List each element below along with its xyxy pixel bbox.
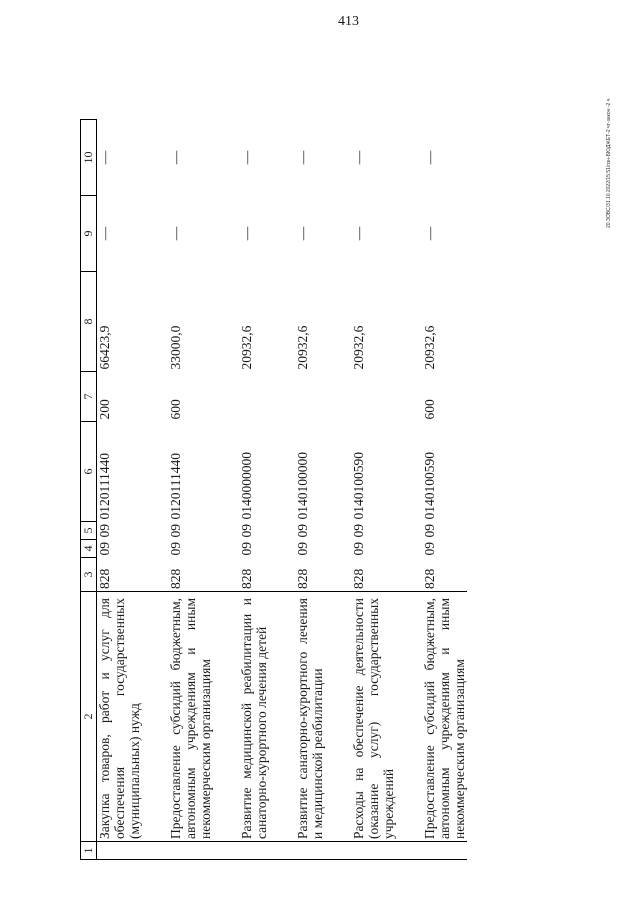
ministry-code: 828 — [351, 568, 366, 589]
col-header-5: 5 — [81, 522, 97, 540]
subsection-code: 09 — [422, 524, 437, 538]
target-article-code: 0140100590 — [351, 452, 366, 520]
row-description: Закупка товаров, работ и услуг для обеспечения государственных (муниципальных) нужд — [97, 592, 143, 842]
amount-col-10: — — [295, 150, 310, 165]
table-row — [295, 120, 325, 860]
column-numbers-row — [81, 120, 97, 860]
page-number: 413 — [338, 14, 359, 29]
section-code: 09 — [97, 542, 112, 556]
table-row — [422, 120, 467, 860]
amount-col-9: — — [97, 226, 112, 241]
section-code: 09 — [239, 542, 254, 556]
budget-table-rotated — [80, 60, 560, 860]
row-code-cell — [351, 842, 396, 860]
table-row — [239, 120, 269, 860]
section-code: 09 — [351, 542, 366, 556]
amount: 20932,6 — [422, 325, 437, 370]
table-row — [351, 120, 396, 860]
section-code: 09 — [422, 542, 437, 556]
subsection-code: 09 — [351, 524, 366, 538]
target-article-code: 0120111440 — [168, 453, 183, 520]
col-header-3: 3 — [81, 558, 97, 592]
section-code: 09 — [295, 542, 310, 556]
row-description: Расходы на обеспечение деятельности (оказание услуг) государственных учреждений — [351, 592, 396, 842]
row-code-cell — [239, 842, 269, 860]
amount-col-9: — — [239, 226, 254, 241]
ministry-code: 828 — [97, 568, 112, 589]
amount-col-9: — — [422, 226, 437, 241]
amount-col-10: — — [97, 150, 112, 165]
col-header-2: 2 — [81, 592, 97, 842]
row-description: Предоставление субсидий бюджетным, автономным учреждениям и иным некоммерческим организациям — [168, 592, 213, 842]
row-code-cell — [295, 842, 325, 860]
amount-col-10: — — [239, 150, 254, 165]
ministry-code: 828 — [239, 568, 254, 589]
subsection-code: 09 — [168, 524, 183, 538]
ministry-code: 828 — [422, 568, 437, 589]
target-article-code: 0140100590 — [422, 452, 437, 520]
subsection-code: 09 — [295, 524, 310, 538]
expense-type-code — [351, 372, 396, 422]
amount-col-10: — — [422, 150, 437, 165]
col-header-1: 1 — [81, 842, 97, 860]
amount: 20932,6 — [351, 325, 366, 370]
row-description: Развитие медицинской реабилитации и санаторно-курортного лечения детей — [239, 592, 269, 842]
row-code-cell — [168, 842, 213, 860]
ministry-code: 828 — [295, 568, 310, 589]
subsection-code: 09 — [239, 524, 254, 538]
row-code-cell — [422, 842, 467, 860]
ministry-code: 828 — [168, 568, 183, 589]
col-header-9: 9 — [81, 196, 97, 272]
col-header-6: 6 — [81, 422, 97, 522]
expense-type-code — [295, 372, 325, 422]
section-code: 09 — [168, 542, 183, 556]
amount-col-9: — — [351, 226, 366, 241]
row-description: Развитие санаторно-курортного лечения и медицинской реабилитации — [295, 592, 325, 842]
side-note — [596, 40, 616, 230]
amount: 20932,6 — [295, 325, 310, 370]
target-article-code: 0140100000 — [295, 452, 310, 520]
amount-col-9: — — [168, 226, 183, 241]
side-note-text: 20.ЗОВС/31.10.2022/15:51/пзн-БЮДЖЕТ-2 чт-закон -2 ч. — [606, 97, 612, 228]
expense-type-code: 600 — [422, 399, 437, 420]
target-article-code: 0140000000 — [239, 452, 254, 520]
amount-col-10: — — [351, 150, 366, 165]
amount-col-10: — — [168, 150, 183, 165]
table-row — [168, 120, 213, 860]
row-description: Предоставление субсидий бюджетным, автономным учреждениям и иным некоммерческим организациям — [422, 592, 467, 842]
expense-type-code: 200 — [97, 399, 112, 420]
expense-type-code — [239, 372, 269, 422]
amount: 66423,9 — [97, 325, 112, 370]
row-code-cell — [97, 842, 143, 860]
col-header-10: 10 — [81, 120, 97, 196]
amount: 33000,0 — [168, 325, 183, 370]
budget-table — [80, 119, 467, 860]
col-header-7: 7 — [81, 372, 97, 422]
table-row — [97, 120, 143, 860]
col-header-4: 4 — [81, 540, 97, 558]
subsection-code: 09 — [97, 524, 112, 538]
amount-col-9: — — [295, 226, 310, 241]
col-header-8: 8 — [81, 272, 97, 372]
target-article-code: 0120111440 — [97, 453, 112, 520]
expense-type-code: 600 — [168, 399, 183, 420]
amount: 20932,6 — [239, 325, 254, 370]
